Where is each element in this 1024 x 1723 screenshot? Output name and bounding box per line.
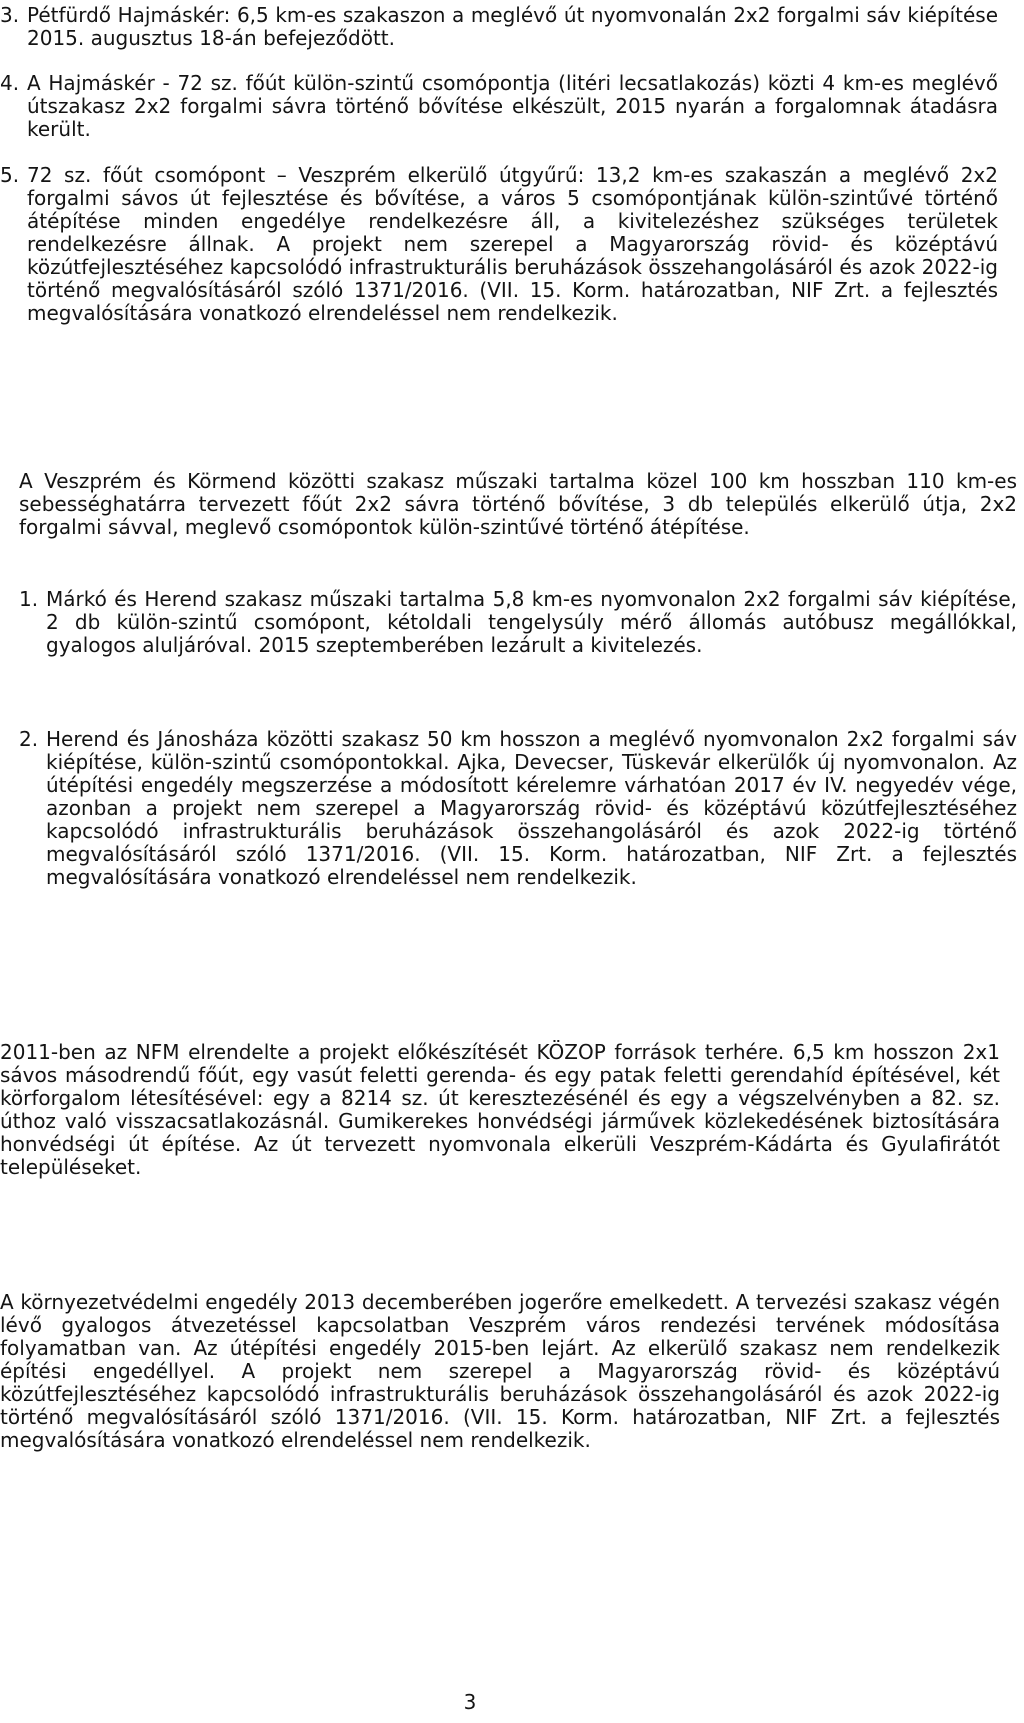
page-number: 3 [463,1690,477,1714]
list-item-3 [0,4,998,50]
list-item-text: Márkó és Herend szakasz műszaki tartalma 5,8 km-es nyomvonalon 2x2 forgalmi sáv kiépítése, 2 db külön-szintű csomópont, kétoldali tengelysúly mérő állomás autóbusz megállókkal, gyalogos aluljáróval. 2015 szeptemberében lezárult a kivitelezés. [46,587,1017,657]
list-item-number: 1. [19,587,39,611]
list-item-text: Pétfürdő Hajmáskér: 6,5 km-es szakaszon a meglévő út nyomvonalán 2x2 forgalmi sáv kiépítése 2015. augusztus 18-án befejeződött. [27,3,998,50]
list-item-2 [19,728,1017,889]
section-c-paragraph-1: 2011-ben az NFM elrendelte a projekt előkészítését KÖZOP források terhére. 6,5 km hosszon 2x1 sávos másodrendű főút, egy vasút feletti gerenda- és egy patak feletti gerendahíd építésével, két körforgalom létesítésével: egy a 8214 sz. út keresztezésénél és egy a végszelvényben a 82. sz. úthoz való visszacsatlakozásnál. Gumikerekes honvédségi járművek közlekedésének biztosítására honvédségi út építése. Az út tervezett nyomvonala elkerüli Veszprém-Kádárta és Gyulafirátót településeket. [0,1040,1000,1179]
list-item-text: A Hajmáskér - 72 sz. főút külön-szintű csomópontja (litéri lecsatlakozás) közti 4 km-es meglévő útszakasz 2x2 forgalmi sávra történő bővítése elkészült, 2015 nyarán a forgalomnak átadásra került. [27,71,998,141]
list-item-number: 2. [19,727,39,751]
list-item-text: Herend és Jánosháza közötti szakasz 50 km hosszon a meglévő nyomvonalon 2x2 forgalmi sáv kiépítése, külön-szintű csomópontokkal. Ajka, Devecser, Tüskevár elkerülők új nyomvonalon. Az útépítési engedély megszerzése a módosított kérelemre várhatóan 2017 év IV. negyedév vége, azonban a projekt nem szerepel a Magyarország rövid- és középtávú közútfejlesztéséhez kapcsolódó infrastrukturális beruházások összehangolásáról és azok 2022-ig történő megvalósításáról szóló 1371/2016. (VII. 15. Korm. határozatban, NIF Zrt. a fejlesztés megvalósítására vonatkozó elrendeléssel nem rendelkezik. [46,727,1017,889]
section-c-paragraph-2: A környezetvédelmi engedély 2013 decemberében jogerőre emelkedett. A tervezési szakasz végén lévő gyalogos átvezetéssel kapcsolatban Veszprém város rendezési tervének módosítása folyamatban van. Az útépítési engedély 2015-ben lejárt. Az elkerülő szakasz nem rendelkezik építési engedéllyel. A projekt nem szerepel a Magyarország rövid- és középtávú közútfejlesztéséhez kapcsolódó infrastrukturális beruházások összehangolásáról és azok 2022-ig történő megvalósításáról szóló 1371/2016. (VII. 15. Korm. határozatban, NIF Zrt. a fejlesztés megvalósítására vonatkozó elrendeléssel nem rendelkezik. [0,1290,1000,1452]
list-item-5 [0,164,998,325]
list-item-1 [19,588,1017,657]
list-item-number: 3. [0,3,20,27]
list-item-text: 72 sz. főút csomópont – Veszprém elkerülő útgyűrű: 13,2 km-es szakaszán a meglévő 2x2 forgalmi sávos út fejlesztése és bővítése, a város 5 csomópontjának külön-szintűvé történő átépítése minden engedélye rendelkezésre áll, a kivitelezéshez szükséges területek rendelkezésre állnak. A projekt nem szerepel a Magyarország rövid- és középtávú közútfejlesztéséhez kapcsolódó infrastrukturális beruházások összehangolásáról és azok 2022-ig történő megvalósításáról szóló 1371/2016. (VII. 15. Korm. határozatban, NIF Zrt. a fejlesztés megvalósítására vonatkozó elrendeléssel nem rendelkezik. [27,163,998,325]
section-b-intro: A Veszprém és Körmend közötti szakasz műszaki tartalma közel 100 km hosszban 110 km-es sebességhatárra tervezett főút 2x2 sávra történő bővítése, 3 db település elkerülő útja, 2x2 forgalmi sávval, meglevő csomópontok külön-szintűvé történő átépítése. [19,469,1017,539]
list-item-number: 4. [0,71,20,95]
list-item-number: 5. [0,163,20,187]
list-item-4 [0,72,998,141]
